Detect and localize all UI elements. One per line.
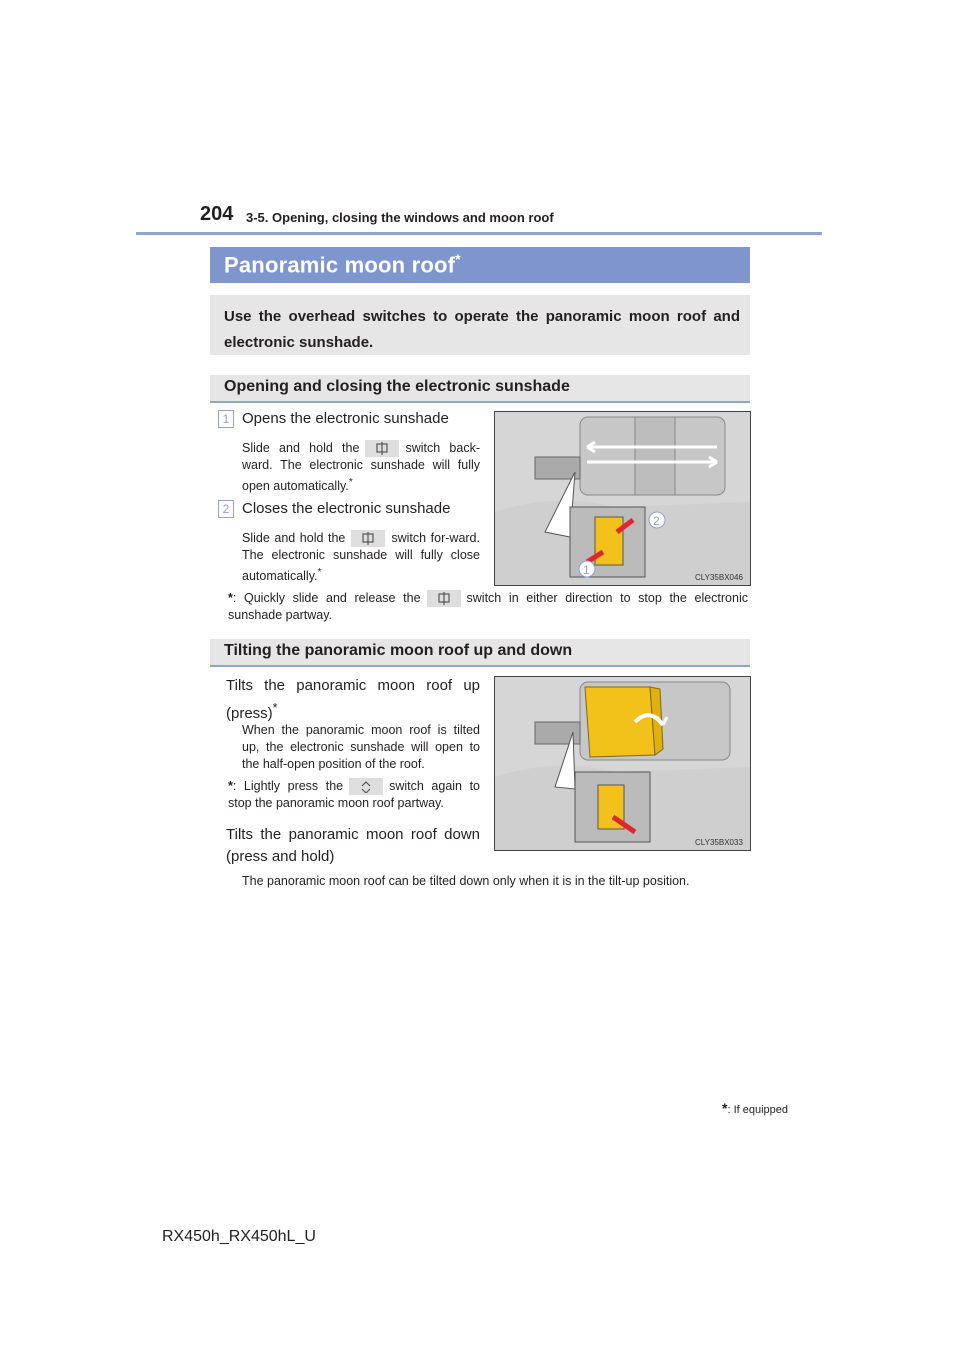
tilt-figure-code: CLY35BX033 — [695, 838, 743, 847]
tilt-up-title-text: Tilts the panoramic moon roof up (press) — [226, 677, 480, 722]
section-title: 3-5. Opening, closing the windows and moon roof — [246, 210, 554, 225]
step1-mark: * — [348, 477, 353, 489]
page-title-text: Panoramic moon roof — [224, 252, 456, 278]
note-text-a: : Quickly slide and release the — [232, 591, 421, 605]
tilt-up-text: When the panoramic moon roof is tilted up, the electronic sunshade will open to the half-open position of the roof. — [242, 723, 480, 771]
tilt-note-text-a: : Lightly press the — [232, 779, 344, 793]
tilt-figure — [494, 676, 751, 851]
footnote-mark: * — [722, 1100, 728, 1116]
step1-title: Opens the electronic sunshade — [242, 410, 449, 427]
sunshade-figure — [494, 411, 751, 586]
page-title-mark: * — [455, 251, 461, 267]
figure-callout-2: 2 — [653, 514, 660, 528]
footnote-equipped — [722, 1100, 788, 1116]
step-marker-1: 1 — [218, 410, 234, 428]
step2-title: Closes the electronic sunshade — [242, 500, 451, 517]
page-number: 204 — [200, 203, 234, 225]
sunshade-switch-icon — [351, 530, 385, 547]
tilt-illustration — [495, 677, 750, 850]
tilt-up-title — [226, 675, 480, 725]
note-mark: * — [228, 591, 233, 605]
figure-callout-1: 1 — [583, 563, 590, 577]
tilt-up-mark: * — [272, 701, 278, 715]
step1-text-a: Slide and hold the — [242, 441, 360, 455]
tilt-note — [228, 778, 480, 812]
step2-text — [242, 530, 480, 585]
sunshade-heading: Opening and closing the electronic sunshade — [224, 378, 570, 395]
sunshade-switch-icon — [365, 440, 399, 457]
step1-text — [242, 440, 480, 495]
tilt-note-text-b: switch again to stop the panoramic moon roof partway. — [228, 779, 480, 811]
footer-model: RX450h_RX450hL_U — [162, 1228, 316, 1245]
sunshade-heading-bar — [210, 375, 750, 403]
step2-text-a: Slide and hold the — [242, 531, 346, 545]
step2-text-b: switch for-ward. The electronic sunshade will fully close automatically. — [242, 531, 480, 584]
step2-mark: * — [317, 567, 322, 579]
tilt-down-title: Tilts the panoramic moon roof down (press and hold) — [226, 826, 480, 865]
sunshade-illustration — [495, 412, 750, 585]
tilt-heading: Tilting the panoramic moon roof up and down — [224, 642, 573, 659]
sunshade-note — [228, 590, 748, 624]
tilt-heading-bar — [210, 639, 750, 667]
note-text-b: switch in either direction to stop the electronic sunshade partway. — [228, 591, 748, 623]
intro-text: Use the overhead switches to operate the panoramic moon roof and electronic sunshade. — [224, 308, 740, 351]
step-marker-2: 2 — [218, 500, 234, 518]
tilt-note-mark: * — [228, 779, 233, 793]
header-rule — [136, 232, 822, 235]
tilt-switch-icon — [349, 778, 383, 795]
page-title — [224, 251, 461, 278]
footnote-text: : If equipped — [727, 1104, 789, 1116]
tilt-down-text: The panoramic moon roof can be tilted down only when it is in the tilt-up position. — [242, 874, 690, 888]
step1-text-b: switch back-ward. The electronic sunshade will fully open automatically. — [242, 441, 480, 494]
sunshade-switch-icon — [427, 590, 461, 607]
figure-code: CLY35BX046 — [695, 573, 743, 582]
